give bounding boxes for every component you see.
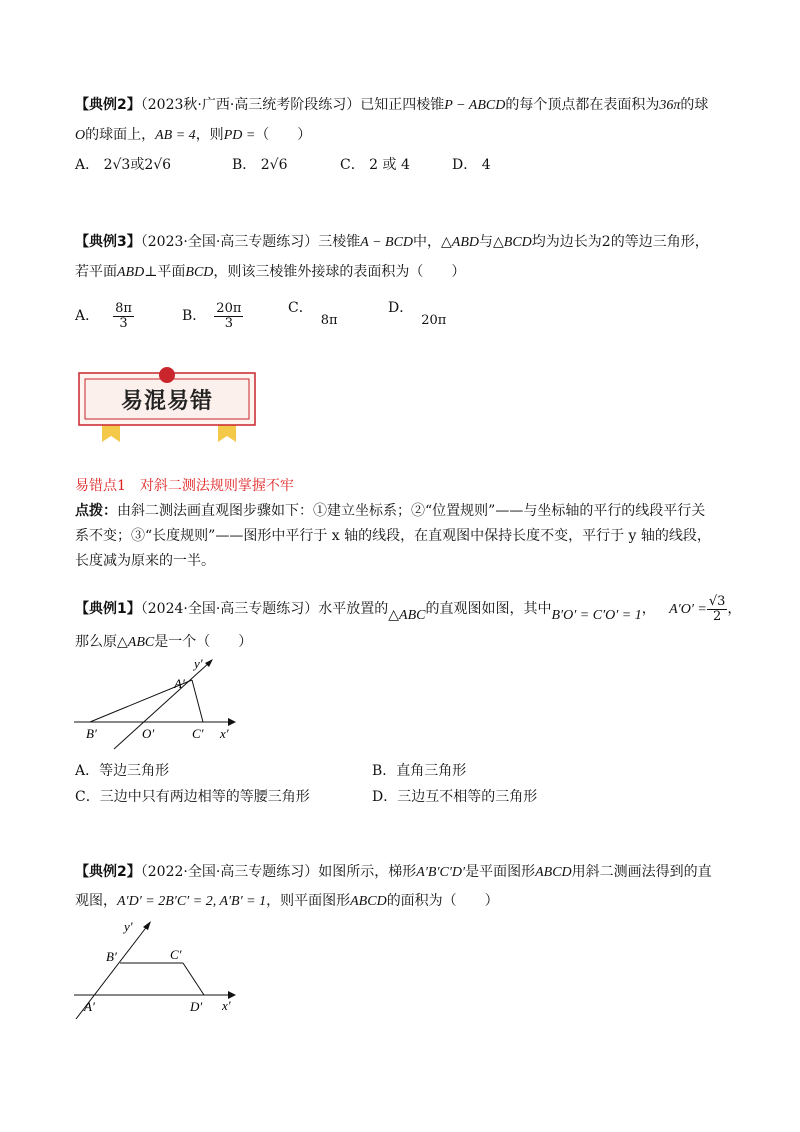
ex2a-pd: PD = bbox=[223, 128, 256, 143]
ex1-option-c: C．三边中只有两边相等的等腰三角形 bbox=[75, 789, 310, 805]
ex2b-equations: A′D′ = 2B′C′ = 2, A′B′ = 1 bbox=[117, 894, 267, 909]
ex3-option-c: C．8π bbox=[288, 300, 338, 328]
ex2a-source: （2023秋·广西·高三统考阶段练习） bbox=[140, 97, 361, 113]
ex1-eq1: B′O′ = C′O′ = 1 bbox=[551, 608, 642, 623]
ex3-option-b: B． $\frac{20\pi}{3}$ bbox=[182, 300, 242, 331]
ex2b-label-c: C′ bbox=[170, 947, 182, 962]
ex1-question-line1: 【典例1】（2024·全国·高三专题练习）水平放置的△ABC的直观图如图，其中B′O′ = C′O′ = 1， A′O′ = $\frac{√3}{2}$ ， bbox=[75, 593, 742, 624]
ex2a-text: 的球面上， bbox=[85, 127, 156, 143]
ex3-option-d: D．20π bbox=[388, 300, 447, 328]
ex2b-question-line1: 【典例2】（2022·全国·高三专题练习）如图所示，梯形A′B′C′D′是平面图形ABCD用斜二测画法得到的直 bbox=[75, 864, 712, 880]
ex2a-ab: AB = 4 bbox=[155, 128, 196, 143]
ex2a-option-b: B． 2√6 bbox=[232, 157, 288, 173]
ex1-triangle: △ABC bbox=[388, 608, 426, 623]
banner-title: 易混易错 bbox=[120, 389, 213, 414]
ex1-label-b: B′ bbox=[86, 726, 97, 741]
ex2a-option-a: A． 2√3或2√6 bbox=[75, 157, 172, 173]
ex2a-pyramid: P − ABCD bbox=[444, 98, 506, 113]
ex2b-figure bbox=[70, 915, 250, 1025]
ex1-label-o: O′ bbox=[142, 726, 155, 741]
ex2b-label-a: A′ bbox=[84, 999, 95, 1014]
ex2b-shape: ABCD bbox=[535, 865, 572, 880]
ex1-label-x: x′ bbox=[220, 726, 229, 741]
ex2b-tag: 【典例2】 bbox=[75, 864, 141, 880]
banner-pin-icon bbox=[159, 367, 175, 383]
ex3-tetrahedron: A − BCD bbox=[360, 235, 414, 250]
ex2a-option-d: D． 4 bbox=[452, 157, 491, 173]
ex2a-text: ，则 bbox=[195, 127, 224, 143]
ex1-side-ac bbox=[192, 680, 203, 722]
ex2a-area: 36π bbox=[659, 98, 681, 113]
ex2b-label-x: x′ bbox=[222, 998, 231, 1013]
ex1-figure bbox=[70, 652, 250, 752]
point1-heading: 易错点1 对斜二测法规则掌握不牢 bbox=[75, 478, 294, 494]
ex2b-label-d: D′ bbox=[190, 999, 203, 1014]
ex2b-trapezoid: A′B′C′D′ bbox=[416, 865, 466, 880]
ex3-triangle-bcd: △BCD bbox=[493, 235, 532, 250]
ex1-triangle-2: △ABC bbox=[117, 635, 155, 650]
ex1-label-a: A′ bbox=[174, 676, 185, 691]
ex2b-label-y: y′ bbox=[124, 919, 133, 934]
ex2b-y-arrow-icon bbox=[143, 921, 151, 930]
ex1-eq2: A′O′ = bbox=[669, 602, 707, 617]
ex3-plane-abd: ABD bbox=[117, 265, 145, 280]
ex2a-sphere: O bbox=[75, 128, 86, 143]
ex3-question-line2: 若平面ABD⊥平面BCD，则该三棱锥外接球的表面积为（ ） bbox=[75, 264, 466, 280]
ex2a-option-c: C． 2 或 4 bbox=[340, 157, 410, 173]
banner bbox=[78, 366, 258, 446]
ex2a-question-line1 bbox=[75, 95, 708, 116]
ex2b-side-cd bbox=[183, 963, 204, 995]
point1-tip-line3: 长度减为原来的一半。 bbox=[75, 553, 215, 569]
tip-label: 点拨： bbox=[75, 503, 117, 519]
ex3-tag: 【典例3】 bbox=[75, 234, 141, 250]
ex1-question-line2: 那么原△ABC是一个（ ） bbox=[75, 634, 253, 650]
ex2b-label-b: B′ bbox=[106, 949, 117, 964]
ex1-tag: 【典例1】 bbox=[75, 601, 141, 617]
ex1-label-c: C′ bbox=[192, 726, 204, 741]
ex1-source: （2024·全国·高三专题练习） bbox=[140, 601, 319, 617]
ex2b-shape-2: ABCD bbox=[350, 894, 387, 909]
ex2a-blank: （ ） bbox=[255, 127, 312, 143]
ex2b-question-line2: 观图，A′D′ = 2B′C′ = 2, A′B′ = 1，则平面图形ABCD的面积为（ ） bbox=[75, 893, 499, 909]
ex2b-source: （2022·全国·高三专题练习） bbox=[140, 864, 319, 880]
ex3-question-line1: 【典例3】（2023·全国·高三专题练习）三棱锥A − BCD中，△ABD与△BCD均为边长为2的等边三角形， bbox=[75, 234, 709, 250]
point1-tip-line1: 点拨：由斜二测法画直观图步骤如下：①建立坐标系；②“位置规则”——与坐标轴的平行的线段平行关 bbox=[75, 503, 706, 519]
ex2a-tag: 【典例2】 bbox=[75, 97, 141, 113]
ex3-triangle-abd: △ABD bbox=[441, 235, 480, 250]
ex2a-text: 的每个顶点都在表面积为 bbox=[505, 97, 660, 113]
ex1-option-b: B．直角三角形 bbox=[372, 763, 467, 779]
ex3-plane-bcd: BCD bbox=[185, 265, 214, 280]
ex2a-text: 已知正四棱锥 bbox=[360, 97, 445, 113]
ex3-source: （2023·全国·高三专题练习） bbox=[140, 234, 319, 250]
ex1-option-a: A．等边三角形 bbox=[75, 763, 170, 779]
ex1-option-d: D．三边互不相等的三角形 bbox=[372, 789, 538, 805]
ex2a-text: 的球 bbox=[680, 97, 709, 113]
ex1-x-arrow-icon bbox=[228, 718, 236, 726]
ex3-option-a: A． $\frac{8\pi}{3}$ bbox=[75, 300, 132, 331]
ex1-label-y: y′ bbox=[194, 656, 203, 671]
ex2a-question-line2 bbox=[75, 125, 311, 146]
point1-tip-line2: 系不变；③“长度规则”——图形中平行于 x 轴的线段，在直观图中保持长度不变，平行于 y 轴的线段， bbox=[75, 528, 711, 544]
